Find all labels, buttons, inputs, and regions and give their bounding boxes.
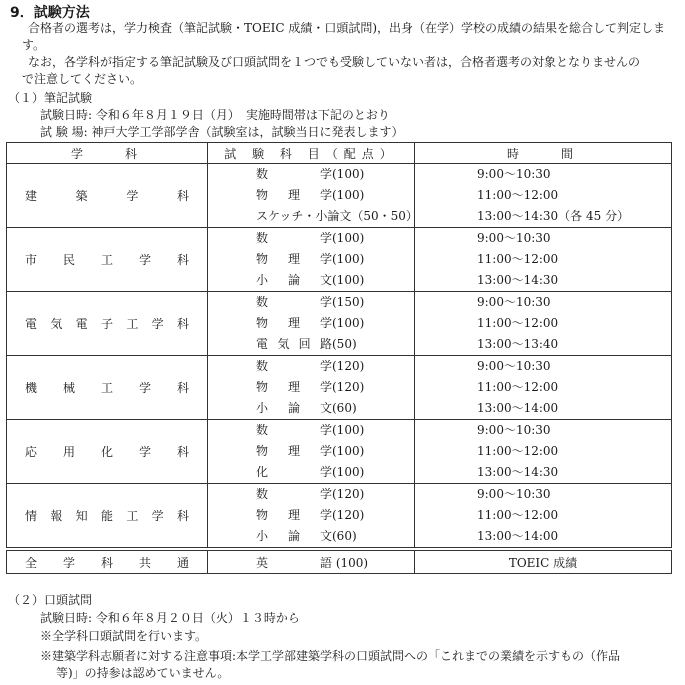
- subject-name: 数学: [256, 167, 332, 181]
- department-name: 建築学科: [7, 164, 208, 228]
- common-department: 全学科共通: [7, 551, 208, 574]
- subject-line: [208, 228, 414, 249]
- subject-points: (100): [332, 188, 365, 202]
- intro-line-2: す。: [22, 38, 46, 52]
- subject-line: [208, 356, 414, 377]
- table-row: [7, 164, 672, 228]
- written-date-value: 令和６年８月１９日（月） 実施時間帯は下記のとおり: [95, 108, 390, 122]
- subject-line: [208, 185, 414, 206]
- common-subject: 英語: [256, 555, 332, 570]
- subject-points: (60): [332, 529, 357, 543]
- subject-points: (60): [332, 401, 357, 415]
- department-name: 情報知能工学科: [7, 484, 208, 548]
- subject-line: [208, 270, 414, 291]
- section-heading: 9．試験方法: [10, 5, 90, 21]
- time-slot: 11:00〜12:00: [477, 380, 559, 394]
- exam-schedule-table: [6, 142, 672, 548]
- subject-line: [208, 164, 414, 185]
- subject-name: 数学: [256, 423, 332, 437]
- intro-line-1: 合格者の選考は，学力検査（筆記試験・TOEIC 成績・口頭試問)，出身（在学）学校の成績の結果を総合して判定しま: [28, 21, 666, 35]
- subject-points: (100): [332, 167, 365, 181]
- written-exam-title: （１）筆記試験: [8, 91, 93, 105]
- time-slot: 13:00〜14:30: [477, 273, 559, 287]
- subject-line: [208, 249, 414, 270]
- subject-line: [208, 206, 418, 227]
- subjects-cell: [208, 228, 415, 292]
- time-slot: 11:00〜12:00: [477, 316, 559, 330]
- table-row: [7, 356, 672, 420]
- oral-note-3: 等)」の持参は認めていません。: [56, 666, 230, 680]
- times-cell: [415, 228, 672, 292]
- subject-line: [208, 292, 414, 313]
- subject-points: (100): [332, 444, 365, 458]
- time-slot: 11:00〜12:00: [477, 444, 559, 458]
- intro-line-3: なお，各学科が指定する筆記試験及び口頭試問を１つでも受験していない者は，合格者選考の対象となりませんの: [28, 55, 641, 69]
- subject-line: [208, 334, 414, 355]
- subject-name: 数学: [256, 359, 332, 373]
- subject-points: (100): [332, 465, 365, 479]
- time-slot: 13:00〜14:00: [477, 529, 559, 543]
- subject-name: 物理学: [256, 380, 332, 394]
- oral-note-1: ※全学科口頭試問を行います。: [40, 629, 208, 643]
- subject-name: 電気回路: [256, 337, 332, 351]
- subject-name: 物理学: [256, 508, 332, 522]
- department-name: 応用化学科: [7, 420, 208, 484]
- subject-name: 物理学: [256, 316, 332, 330]
- oral-exam-title: （２）口頭試問: [8, 593, 93, 607]
- time-slot: 9:00〜10:30: [477, 167, 551, 181]
- subject-name: 小論文: [256, 529, 332, 543]
- department-name: 電気電子工学科: [7, 292, 208, 356]
- subject-name: 小論文: [256, 401, 332, 415]
- subject-line: [208, 505, 414, 526]
- subjects-cell: [208, 420, 415, 484]
- subject-points: (100): [332, 273, 365, 287]
- common-row: [7, 551, 672, 574]
- subject-points: (120): [332, 487, 365, 501]
- table-row: [7, 292, 672, 356]
- time-slot: 9:00〜10:30: [477, 295, 551, 309]
- oral-note-2: ※建築学科志願者に対する注意事項:本学工学部建築学科の口頭試問への「これまでの業績を示すもの（作品: [40, 649, 621, 663]
- intro-line-4: で注意してください。: [22, 72, 143, 86]
- subjects-cell: [208, 292, 415, 356]
- oral-date-label: 試験日時:: [40, 611, 93, 625]
- subject-points: (120): [332, 508, 365, 522]
- subject-line: [208, 526, 414, 547]
- time-slot: 13:00〜13:40: [477, 337, 559, 351]
- subject-line: [208, 420, 414, 441]
- written-venue-value: 神戸大学工学部学舎（試験室は，試験当日に発表します）: [91, 125, 404, 139]
- subject-points: (120): [332, 380, 365, 394]
- oral-date-value: 令和６年８月２０日（火）１３時から: [95, 611, 300, 625]
- subject-name: 数学: [256, 487, 332, 501]
- time-slot: 11:00〜12:00: [477, 252, 559, 266]
- subject-line: [208, 441, 414, 462]
- subject-points: (50): [332, 337, 357, 351]
- subjects-cell: [208, 484, 415, 548]
- subject-points: (120): [332, 359, 365, 373]
- subject-points: (100): [332, 423, 365, 437]
- time-slot: 11:00〜12:00: [477, 508, 559, 522]
- subject-name: 小論文: [256, 273, 332, 287]
- time-slot: 13:00〜14:30（各 45 分）: [477, 209, 630, 223]
- subject-line: [208, 313, 414, 334]
- time-slot: 11:00〜12:00: [477, 188, 559, 202]
- written-exam-venue: [40, 124, 404, 140]
- department-name: 市民工学科: [7, 228, 208, 292]
- subject-line: [208, 377, 414, 398]
- subject-name: 数学: [256, 295, 332, 309]
- subjects-cell: [208, 164, 418, 228]
- subject-name: 物理学: [256, 252, 332, 266]
- time-slot: 9:00〜10:30: [477, 359, 551, 373]
- times-cell: [415, 164, 672, 228]
- time-slot: 9:00〜10:30: [477, 423, 551, 437]
- times-cell: [415, 420, 672, 484]
- written-exam-date: [40, 107, 390, 123]
- department-name: 機械工学科: [7, 356, 208, 420]
- table-header-row: [7, 143, 672, 164]
- times-cell: [415, 292, 672, 356]
- time-slot: 9:00〜10:30: [477, 487, 551, 501]
- times-cell: [415, 356, 672, 420]
- common-time: TOEIC 成績: [415, 551, 672, 574]
- written-venue-label: 試 験 場:: [40, 125, 88, 139]
- header-subjects: 試 験 科 目（配点）: [208, 143, 415, 164]
- subject-points: （50・50）: [351, 209, 418, 223]
- common-points: (100): [335, 555, 369, 570]
- subject-line: [208, 462, 414, 483]
- written-date-label: 試験日時:: [40, 108, 93, 122]
- subject-name: 化学: [256, 465, 332, 479]
- subject-name: 物理学: [256, 188, 332, 202]
- header-time: 時 間: [415, 143, 672, 164]
- time-slot: 13:00〜14:00: [477, 401, 559, 415]
- time-slot: 13:00〜14:30: [477, 465, 559, 479]
- subject-name: スケッチ・小論文: [256, 209, 352, 223]
- subject-line: [208, 484, 414, 505]
- time-slot: 9:00〜10:30: [477, 231, 551, 245]
- table-row: [7, 484, 672, 548]
- subject-points: (100): [332, 316, 365, 330]
- subject-points: (150): [332, 295, 365, 309]
- table-row: [7, 228, 672, 292]
- oral-exam-date: [40, 610, 300, 626]
- common-subject-cell: [208, 551, 415, 574]
- subjects-cell: [208, 356, 415, 420]
- subject-points: (100): [332, 252, 365, 266]
- subject-name: 数学: [256, 231, 332, 245]
- common-exam-table: [6, 550, 672, 574]
- header-department: 学 科: [7, 143, 208, 164]
- subject-name: 物理学: [256, 444, 332, 458]
- table-row: [7, 420, 672, 484]
- times-cell: [415, 484, 672, 548]
- subject-points: (100): [332, 231, 365, 245]
- subject-line: [208, 398, 414, 419]
